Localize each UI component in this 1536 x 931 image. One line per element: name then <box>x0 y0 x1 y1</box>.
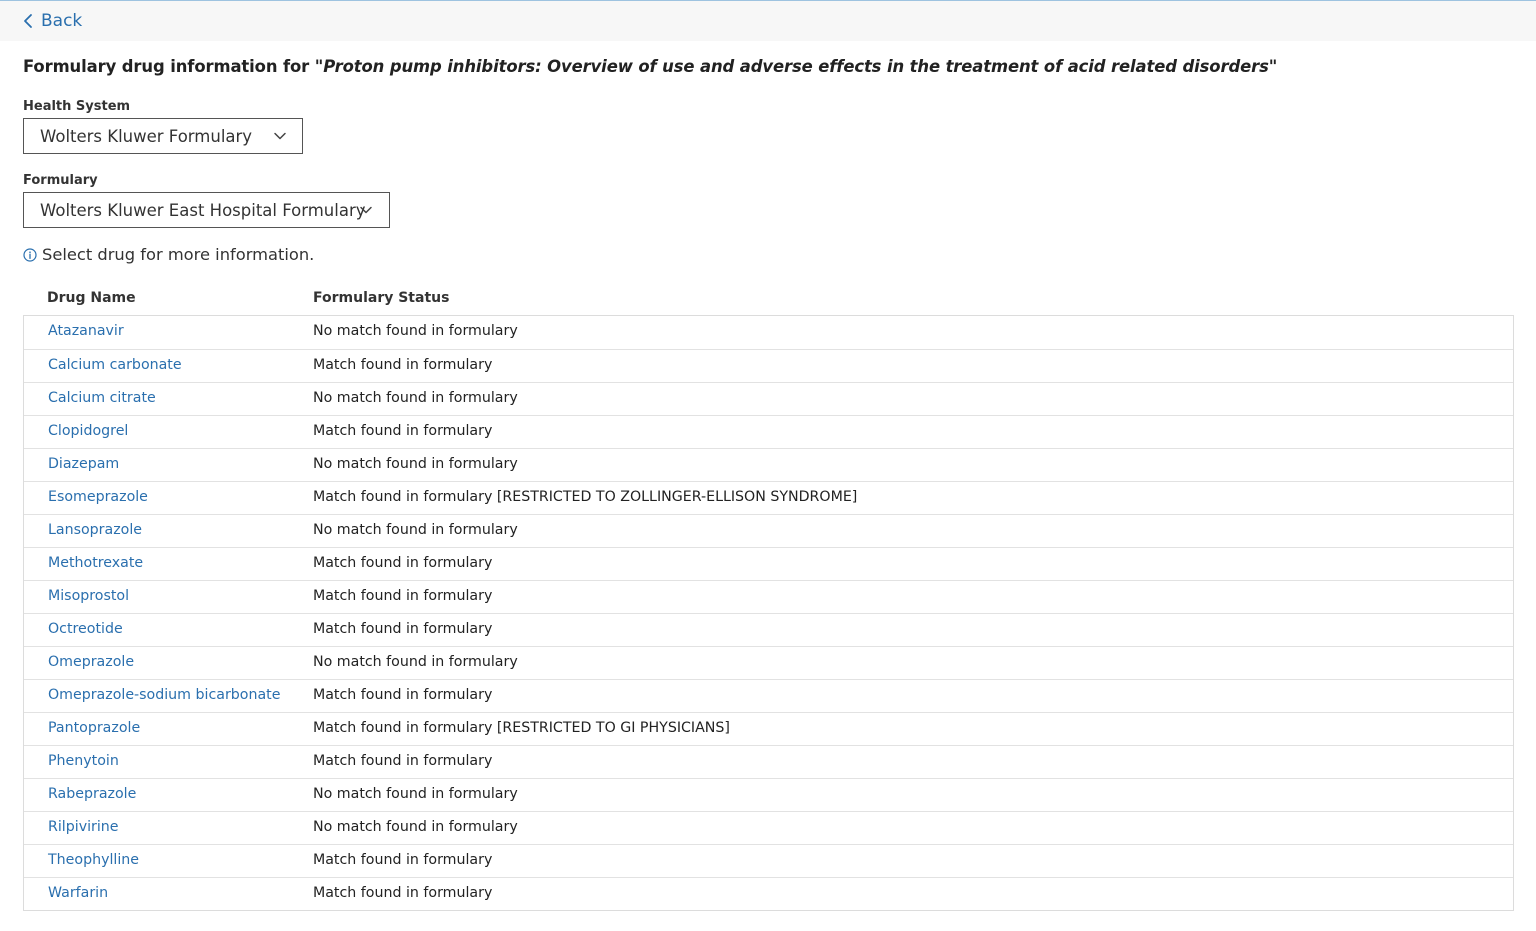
formulary-status: No match found in formulary <box>313 522 518 538</box>
table-row <box>24 778 1513 811</box>
table-row <box>24 316 1513 349</box>
formulary-status: Match found in formulary <box>313 621 493 637</box>
formulary-status: Match found in formulary <box>313 885 493 901</box>
health-system-value: Wolters Kluwer Formulary <box>40 126 253 146</box>
formulary-status: Match found in formulary <box>313 753 493 769</box>
formulary-status: Match found in formulary <box>313 423 493 439</box>
back-link[interactable] <box>22 10 82 32</box>
page-title-topic: "Proton pump inhibitors: Overview of use and adverse effects in the treatment of acid related disorders" <box>314 57 1278 76</box>
drug-link[interactable]: Rabeprazole <box>48 786 137 802</box>
column-header-drug-name: Drug Name <box>47 290 136 306</box>
chevron-left-icon <box>22 13 34 29</box>
chevron-down-icon <box>359 205 373 215</box>
formulary-status: Match found in formulary [RESTRICTED TO GI PHYSICIANS] <box>313 720 730 736</box>
table-row <box>24 811 1513 844</box>
formulary-status: Match found in formulary <box>313 588 493 604</box>
page-title-prefix: Formulary drug information for <box>23 57 315 76</box>
formulary-label: Formulary <box>23 173 98 188</box>
table-row <box>24 547 1513 580</box>
table-row <box>24 745 1513 778</box>
table-row <box>24 679 1513 712</box>
column-header-formulary-status: Formulary Status <box>313 290 450 306</box>
formulary-status: Match found in formulary <box>313 687 493 703</box>
drug-table <box>23 315 1514 911</box>
formulary-status: Match found in formulary <box>313 555 493 571</box>
table-row <box>24 349 1513 382</box>
table-row <box>24 415 1513 448</box>
info-circle-icon <box>23 248 37 262</box>
back-label: Back <box>41 11 83 31</box>
page-title <box>23 57 1277 76</box>
drug-link[interactable]: Theophylline <box>48 852 140 868</box>
table-row <box>24 646 1513 679</box>
formulary-status: Match found in formulary <box>313 357 493 373</box>
drug-link[interactable]: Omeprazole <box>48 654 135 670</box>
formulary-status: No match found in formulary <box>313 819 518 835</box>
formulary-status: No match found in formulary <box>313 654 518 670</box>
table-row <box>24 382 1513 415</box>
drug-link[interactable]: Atazanavir <box>48 323 124 339</box>
info-message <box>23 245 314 264</box>
table-row <box>24 613 1513 646</box>
table-row <box>24 712 1513 745</box>
table-row <box>24 877 1513 910</box>
drug-link[interactable]: Calcium carbonate <box>48 357 182 373</box>
drug-link[interactable]: Diazepam <box>48 456 120 472</box>
formulary-status: No match found in formulary <box>313 786 518 802</box>
table-row <box>24 448 1513 481</box>
table-header <box>23 288 1514 315</box>
drug-link[interactable]: Calcium citrate <box>48 390 156 406</box>
drug-link[interactable]: Warfarin <box>48 885 109 901</box>
drug-link[interactable]: Pantoprazole <box>48 720 141 736</box>
formulary-status: Match found in formulary <box>313 852 493 868</box>
drug-link[interactable]: Esomeprazole <box>48 489 148 505</box>
drug-link[interactable]: Omeprazole-sodium bicarbonate <box>48 687 281 703</box>
top-nav-bar <box>0 0 1536 41</box>
health-system-select[interactable] <box>23 118 303 154</box>
formulary-select[interactable] <box>23 192 390 228</box>
drug-link[interactable]: Phenytoin <box>48 753 119 769</box>
chevron-down-icon <box>273 131 287 141</box>
table-row <box>24 481 1513 514</box>
drug-link[interactable]: Lansoprazole <box>48 522 142 538</box>
drug-link[interactable]: Misoprostol <box>48 588 130 604</box>
formulary-status: Match found in formulary [RESTRICTED TO ZOLLINGER-ELLISON SYNDROME] <box>313 489 858 505</box>
formulary-status: No match found in formulary <box>313 323 518 339</box>
table-row <box>24 844 1513 877</box>
formulary-value: Wolters Kluwer East Hospital Formulary <box>40 200 366 220</box>
formulary-status: No match found in formulary <box>313 456 518 472</box>
drug-link[interactable]: Methotrexate <box>48 555 144 571</box>
formulary-status: No match found in formulary <box>313 390 518 406</box>
info-text: Select drug for more information. <box>42 245 315 264</box>
drug-link[interactable]: Clopidogrel <box>48 423 129 439</box>
health-system-label: Health System <box>23 99 131 114</box>
table-row <box>24 514 1513 547</box>
table-row <box>24 580 1513 613</box>
drug-link[interactable]: Octreotide <box>48 621 123 637</box>
drug-link[interactable]: Rilpivirine <box>48 819 119 835</box>
